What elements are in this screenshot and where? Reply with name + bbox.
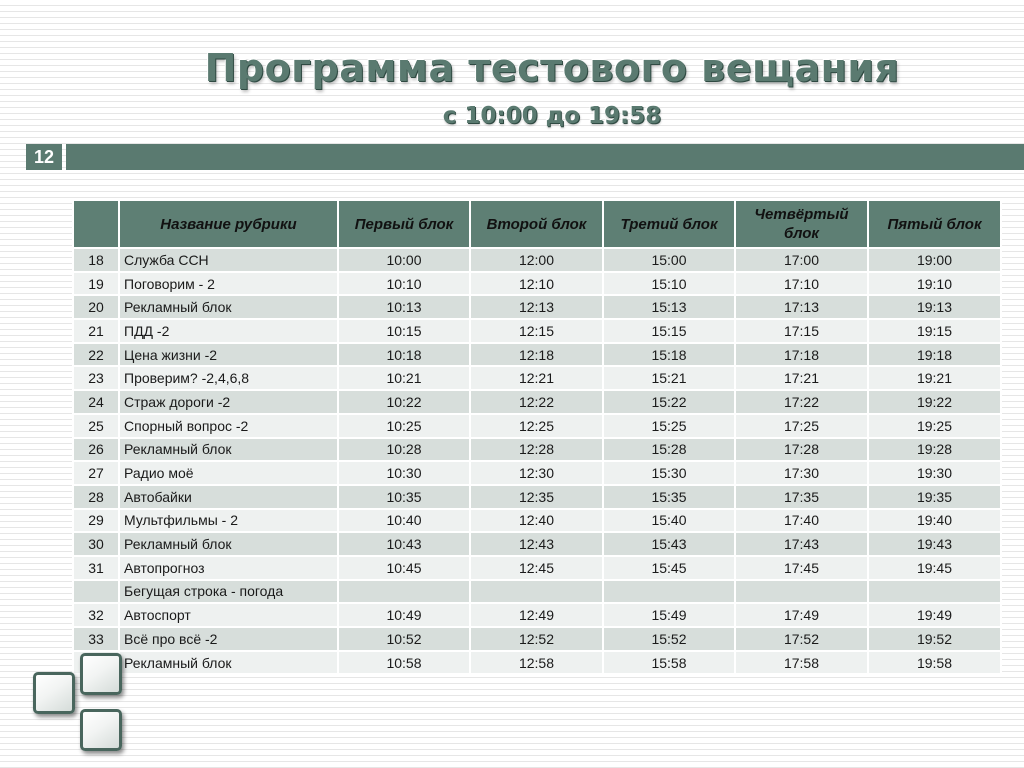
row-time-block-3: 15:13 [603,295,735,319]
table-row [73,295,1001,319]
row-name: Всё про всё -2 [119,627,338,651]
row-number: 19 [73,272,119,296]
row-time-block-4: 17:10 [735,272,868,296]
row-time-block-2: 12:58 [470,651,603,675]
row-time-block-3: 15:21 [603,366,735,390]
table-row [73,461,1001,485]
row-number: 31 [73,556,119,580]
row-time-block-1: 10:25 [338,414,470,438]
row-time-block-2: 12:13 [470,295,603,319]
row-time-block-4: 17:25 [735,414,868,438]
row-time-block-2: 12:25 [470,414,603,438]
row-time-block-1: 10:21 [338,366,470,390]
row-number: 32 [73,603,119,627]
row-number: 23 [73,366,119,390]
slide-number: 12 [26,144,62,170]
row-number: 29 [73,509,119,533]
row-time-block-5: 19:52 [868,627,1001,651]
row-time-block-5: 19:13 [868,295,1001,319]
row-time-block-2: 12:15 [470,319,603,343]
row-time-block-2: 12:52 [470,627,603,651]
row-name: Автопрогноз [119,556,338,580]
row-time-block-4: 17:15 [735,319,868,343]
table-row [73,438,1001,462]
row-name: Спорный вопрос -2 [119,414,338,438]
row-time-block-5: 19:28 [868,438,1001,462]
row-time-block-4: 17:52 [735,627,868,651]
header-bar [66,144,1024,170]
header-block-3: Третий блок [603,200,735,248]
table-row [73,414,1001,438]
row-time-block-1: 10:35 [338,485,470,509]
table-row [73,485,1001,509]
row-time-block-4: 17:43 [735,532,868,556]
table-row [73,319,1001,343]
row-time-block-2: 12:18 [470,343,603,367]
row-time-block-3: 15:52 [603,627,735,651]
row-time-block-5: 19:25 [868,414,1001,438]
row-time-block-2: 12:30 [470,461,603,485]
header-name: Название рубрики [119,200,338,248]
row-name: ПДД -2 [119,319,338,343]
row-time-block-4: 17:40 [735,509,868,533]
row-time-block-1: 10:43 [338,532,470,556]
row-time-block-2: 12:45 [470,556,603,580]
row-time-block-3: 15:40 [603,509,735,533]
row-time-block-5: 19:18 [868,343,1001,367]
row-name: Поговорим - 2 [119,272,338,296]
row-time-block-1: 10:40 [338,509,470,533]
row-time-block-1: 10:18 [338,343,470,367]
row-time-block-4: 17:49 [735,603,868,627]
table-row [73,272,1001,296]
header-block-4: Четвёртый блок [735,200,868,248]
row-name: Автобайки [119,485,338,509]
square-icon [80,709,122,751]
row-time-block-5: 19:30 [868,461,1001,485]
page-subtitle: с 10:00 до 19:58 [442,103,662,129]
row-number: 24 [73,390,119,414]
row-time-block-3: 15:10 [603,272,735,296]
row-number: 27 [73,461,119,485]
row-time-block-5: 19:22 [868,390,1001,414]
row-time-block-3: 15:25 [603,414,735,438]
row-time-block-2: 12:43 [470,532,603,556]
row-time-block-2: 12:28 [470,438,603,462]
row-time-block-1: 10:45 [338,556,470,580]
row-time-block-2: 12:40 [470,509,603,533]
row-time-block-4: 17:35 [735,485,868,509]
row-time-block-3: 15:49 [603,603,735,627]
row-number: 21 [73,319,119,343]
table-row [73,390,1001,414]
row-time-block-2: 12:00 [470,248,603,272]
row-time-block-1 [338,580,470,604]
row-time-block-4: 17:58 [735,651,868,675]
row-number [73,580,119,604]
row-time-block-5: 19:21 [868,366,1001,390]
table-body [73,248,1001,674]
row-time-block-4: 17:21 [735,366,868,390]
row-time-block-3: 15:35 [603,485,735,509]
row-number: 25 [73,414,119,438]
row-time-block-5: 19:45 [868,556,1001,580]
row-name: Рекламный блок [119,295,338,319]
row-time-block-4: 17:00 [735,248,868,272]
row-time-block-3: 15:00 [603,248,735,272]
row-time-block-1: 10:52 [338,627,470,651]
row-time-block-3: 15:30 [603,461,735,485]
table-row [73,366,1001,390]
row-time-block-2: 12:35 [470,485,603,509]
row-time-block-1: 10:10 [338,272,470,296]
row-name: Рекламный блок [119,438,338,462]
row-time-block-2 [470,580,603,604]
header-block-5: Пятый блок [868,200,1001,248]
row-name: Рекламный блок [119,532,338,556]
row-number: 28 [73,485,119,509]
row-time-block-3 [603,580,735,604]
row-time-block-4: 17:22 [735,390,868,414]
row-time-block-1: 10:49 [338,603,470,627]
row-time-block-5 [868,580,1001,604]
row-time-block-1: 10:58 [338,651,470,675]
row-time-block-5: 19:15 [868,319,1001,343]
row-time-block-4: 17:13 [735,295,868,319]
row-name: Радио моё [119,461,338,485]
row-time-block-5: 19:00 [868,248,1001,272]
row-time-block-1: 10:15 [338,319,470,343]
row-time-block-5: 19:10 [868,272,1001,296]
row-time-block-3: 15:22 [603,390,735,414]
row-time-block-1: 10:28 [338,438,470,462]
row-time-block-3: 15:43 [603,532,735,556]
row-time-block-3: 15:28 [603,438,735,462]
table-row [73,532,1001,556]
row-time-block-5: 19:35 [868,485,1001,509]
row-time-block-1: 10:30 [338,461,470,485]
row-time-block-1: 10:13 [338,295,470,319]
table-row [73,556,1001,580]
row-time-block-3: 15:58 [603,651,735,675]
row-time-block-4: 17:18 [735,343,868,367]
row-name: Цена жизни -2 [119,343,338,367]
row-time-block-2: 12:10 [470,272,603,296]
row-time-block-2: 12:22 [470,390,603,414]
row-name: Рекламный блок [119,651,338,675]
row-number: 30 [73,532,119,556]
row-name: Страж дороги -2 [119,390,338,414]
table-row [73,343,1001,367]
row-number: 22 [73,343,119,367]
table-row [73,627,1001,651]
schedule-table [72,199,1002,675]
row-time-block-5: 19:43 [868,532,1001,556]
table-row [73,651,1001,675]
row-name: Бегущая строка - погода [119,580,338,604]
page-title: Программа тестового вещания [204,46,900,90]
row-name: Мультфильмы - 2 [119,509,338,533]
row-time-block-3: 15:45 [603,556,735,580]
row-time-block-3: 15:18 [603,343,735,367]
row-number: 26 [73,438,119,462]
row-number: 18 [73,248,119,272]
row-time-block-5: 19:49 [868,603,1001,627]
row-name: Служба ССН [119,248,338,272]
table-row [73,509,1001,533]
row-number: 33 [73,627,119,651]
header-block-1: Первый блок [338,200,470,248]
row-time-block-5: 19:40 [868,509,1001,533]
table-row [73,603,1001,627]
row-time-block-4: 17:30 [735,461,868,485]
row-time-block-1: 10:22 [338,390,470,414]
row-time-block-4: 17:45 [735,556,868,580]
row-time-block-4: 17:28 [735,438,868,462]
header-number [73,200,119,248]
row-time-block-1: 10:00 [338,248,470,272]
row-time-block-2: 12:21 [470,366,603,390]
table-row [73,580,1001,604]
header-block-2: Второй блок [470,200,603,248]
row-time-block-3: 15:15 [603,319,735,343]
row-number: 20 [73,295,119,319]
square-icon [80,653,122,695]
row-name: Автоспорт [119,603,338,627]
row-time-block-2: 12:49 [470,603,603,627]
square-icon [33,672,75,714]
row-time-block-4 [735,580,868,604]
row-time-block-5: 19:58 [868,651,1001,675]
table-header-row [73,200,1001,248]
row-name: Проверим? -2,4,6,8 [119,366,338,390]
table-row [73,248,1001,272]
